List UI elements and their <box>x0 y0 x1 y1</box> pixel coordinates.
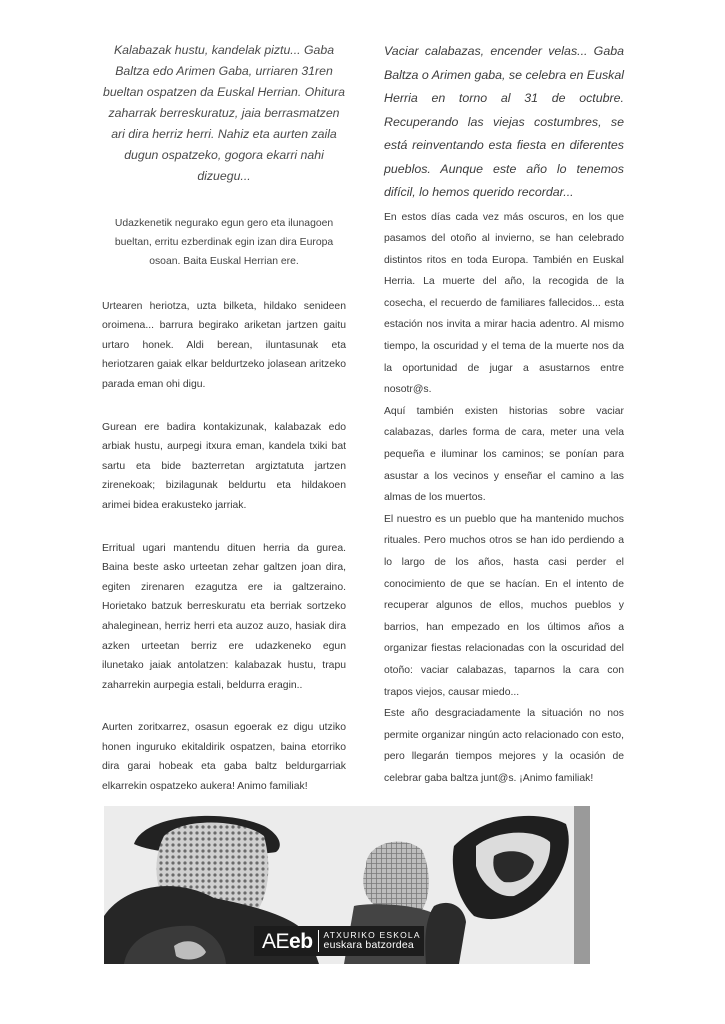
banner-photo <box>104 806 590 964</box>
spanish-intro: Vaciar calabazas, encender velas... Gaba Baltza o Arimen gaba, se celebra en Euskal Herria en torno al 31 de octubre. Recuperando las viejas costumbres, se está reinventando esta fiesta en diferentes pueblos. Aunque este año lo tenemos difícil, lo hemos querido recordar... <box>384 44 624 199</box>
spanish-column <box>384 40 624 790</box>
aeeb-logo <box>254 926 424 956</box>
spanish-paragraph: Este año desgraciadamente la situación no nos permite organizar ningún acto relacionado con esto, pero llegarán tiempos mejores y la ocasión de celebrar gaba baltza junt@s. ¡Animo familiak! <box>384 708 624 784</box>
basque-column <box>102 40 346 820</box>
logo-committee-name: euskara batzordea <box>323 938 414 951</box>
logo-text <box>324 931 421 951</box>
basque-intro: Kalabazak hustu, kandelak piztu... Gaba Baltza edo Arimen Gaba, urriaren 31ren bueltan ospatzen da Euskal Herrian. Ohitura zaharrak berreskuratuz, jaia berrasmatzen ari dira herriz herri. Nahiz eta aurten zaila dugun ospatzeko, gogora ekarri nahi dizuegu... <box>103 43 345 183</box>
logo-school-name: ATXURIKO ESKOLA <box>323 930 421 941</box>
logo-prefix: AE <box>262 929 290 953</box>
spanish-paragraph: En estos días cada vez más oscuros, en los que pasamos del otoño al invierno, se han celebrado distintos ritos en toda Europa. También en Euskal Herria. La muerte del año, la recogida de la cosecha, el recuerdo de familiares fallecidos... esta estación nos invita a mirar hacia adentro. Al mismo tiempo, la oscuridad y el tema de la muerte nos da la oportunidad de jugar a asustarnos entre nosotr@s. <box>384 211 624 396</box>
basque-paragraph: Urtearen heriotza, uzta bilketa, hildako senideen oroimena... barrura begirako ariketan jartzen gaitu urtaro honek. Aldi berean, iluntasunak eta heriotzaren gaiak elkar beldurtzeko jolasean aritzeko parada eman ohi digu. <box>102 300 346 390</box>
basque-paragraph: Aurten zoritxarrez, osasun egoerak ez digu utziko honen inguruko ekitaldirik ospatzen, baina etorriko dira garai hobeak eta gaba baltz beldurgarriak elkarrekin ospatzeko aukera! Animo familiak! <box>102 722 346 793</box>
spanish-paragraph: Aquí también existen historias sobre vaciar calabazas, darles forma de cara, meter una vela pequeña e iluminar los caminos; se ponían para asustar a los vecinos y enseñar el camino a las almas de los muertos. <box>384 405 624 504</box>
basque-paragraph: Gurean ere badira kontakizunak, kalabazak edo arbiak hustu, aurpegi itxura eman, kandela txiki bat sartu eta bide bazterretan argiztatuta jartzen zirenekoak; bizilagunak beldurtu eta hildakoen arimei bidea erakusteko jarriak. <box>102 421 346 511</box>
logo-bold: eb <box>289 929 313 953</box>
spanish-paragraph: El nuestro es un pueblo que ha mantenido muchos rituales. Pero muchos otros se han ido perdiendo a lo largo de los años, hasta casi perder el conocimiento de que se hacían. En el intento de recuperar algunos de ellos, muchos pueblos y barrios, han empezado en los últimos años a organizar fiestas relacionadas con la oscuridad del otoño: vaciar calabazas, taparnos la cara con trapos viejos, causar miedo... <box>384 513 624 698</box>
basque-subintro: Udazkenetik negurako egun gero eta ilunagoen bueltan, erritu ezberdinak egin izan dira Europa osoan. Baita Euskal Herrian ere. <box>114 218 334 268</box>
logo-divider <box>318 930 319 952</box>
basque-paragraph: Erritual ugari mantendu dituen herria da gurea. Baina beste asko urteetan zehar galtzen joan dira, egiten zirenaren ezagutza ere ia galtzeraino. Horietako batzuk berreskuratu eta berriak sortzeko ahaleginean, herriz herri eta auzoz auzo, hasiak dira azken urteetan berriz ere udazkeneko egun ilunetako jaiak antolatzen: kalabazak hustu, trapu zaharrekin aurpegia estali, beldurra eragin.. <box>102 542 346 691</box>
logo-monogram <box>262 931 313 952</box>
